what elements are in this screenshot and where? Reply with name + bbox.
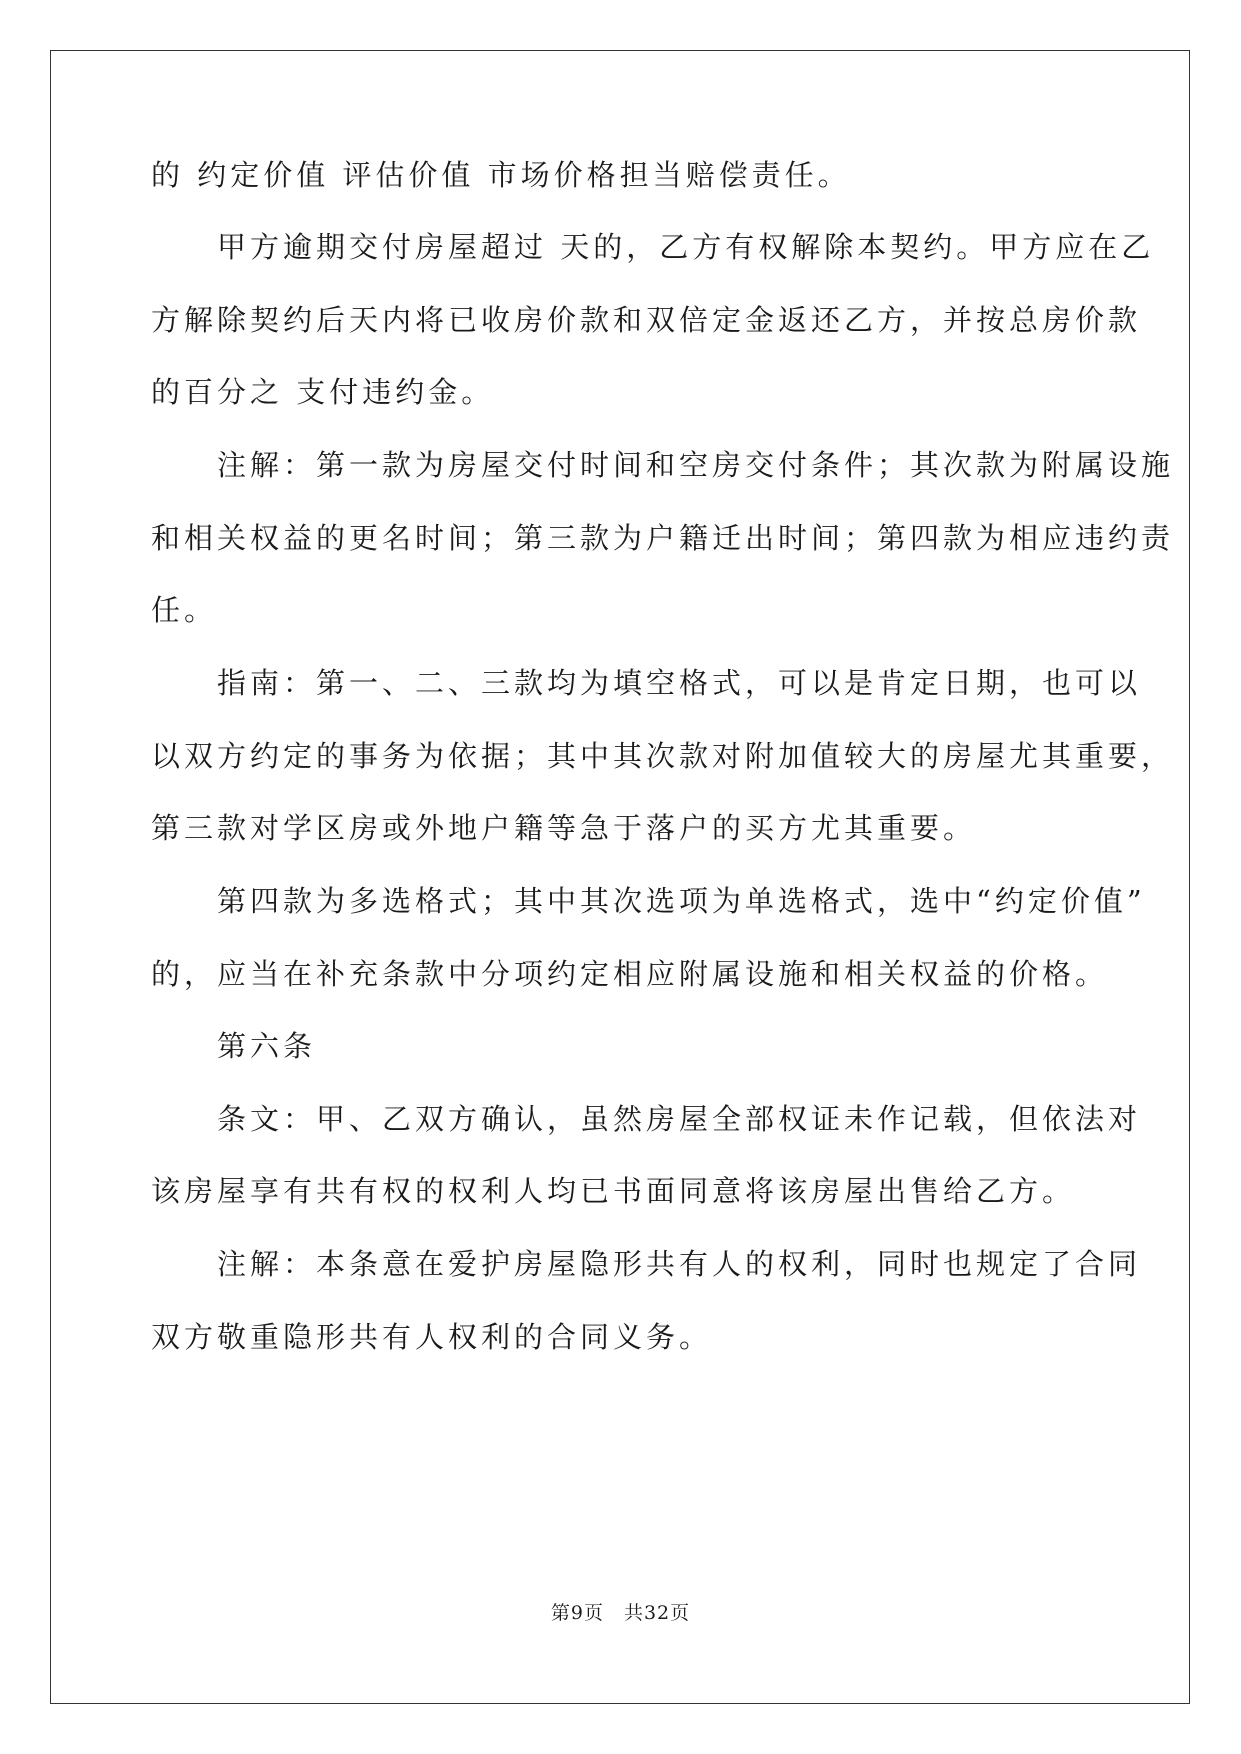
text-line-14: 条文：甲、乙双方确认，虽然房屋全部权证未作记载，但依法对 [151, 1102, 1142, 1136]
text-line-8: 指南：第一、二、三款均为填空格式，可以是肯定日期，也可以 [151, 666, 1142, 700]
text-line-4: 的百分之 支付违约金。 [151, 375, 495, 409]
text-line-2: 甲方逾期交付房屋超过 天的，乙方有权解除本契约。甲方应在乙 [151, 230, 1155, 264]
text-line-17: 双方敬重隐形共有人权利的合同义务。 [151, 1320, 713, 1354]
text-line-3: 方解除契约后天内将已收房价款和双倍定金返还乙方，并按总房价款 [151, 303, 1142, 337]
text-line-11: 第四款为多选格式；其中其次选项为单选格式，选中“约定价值” [151, 884, 1146, 918]
text-line-1: 的 约定价值 评估价值 市场价格担当赔偿责任。 [151, 158, 851, 192]
text-line-7: 任。 [151, 593, 218, 627]
text-line-5: 注解：第一款为房屋交付时间和空房交付条件；其次款为附属设施 [151, 448, 1175, 482]
text-line-15: 该房屋享有共有权的权利人均已书面同意将该房屋出售给乙方。 [151, 1174, 1076, 1208]
text-line-16: 注解：本条意在爱护房屋隐形共有人的权利，同时也规定了合同 [151, 1247, 1142, 1281]
text-line-9: 以双方约定的事务为依据；其中其次款对附加值较大的房屋尤其重要， [151, 739, 1175, 773]
text-line-12: 的，应当在补充条款中分项约定相应附属设施和相关权益的价格。 [151, 957, 1109, 991]
page-border [50, 50, 1190, 1704]
section-heading: 第六条 [151, 1029, 317, 1063]
page-footer: 第9页 共32页 [550, 1602, 691, 1624]
text-line-10: 第三款对学区房或外地户籍等急于落户的买方尤其重要。 [151, 811, 977, 845]
text-line-6: 和相关权益的更名时间；第三款为户籍迁出时间；第四款为相应违约责 [151, 521, 1175, 555]
